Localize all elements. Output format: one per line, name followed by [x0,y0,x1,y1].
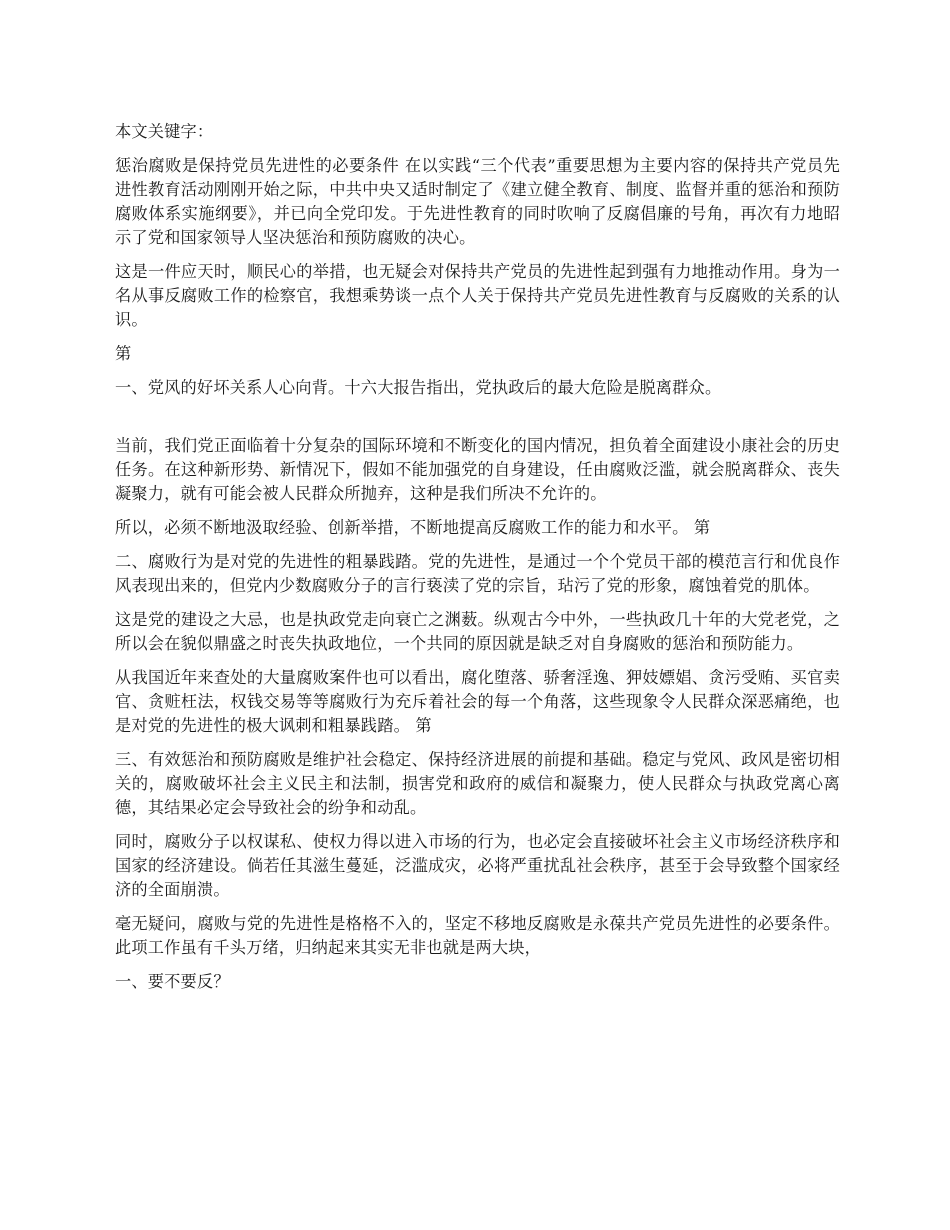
paragraph: 所以，必须不断地汲取经验、创新举措，不断地提高反腐败工作的能力和水平。 第 [115,518,711,537]
paragraph: 同时，腐败分子以权谋私、使权力得以进入市场的行为，也必定会直接破坏社会主义市场经济秩序和国家的经济建设。倘若任其滋生蔓延，泛滥成灾，必将严重扰乱社会秩序，甚至于会导致整个国家经济的全面崩溃。 [115,832,840,899]
paragraph: 这是一件应天时，顺民心的举措，也无疑会对保持共产党员的先进性起到强有力地推动作用。身为一名从事反腐败工作的检察官，我想乘势谈一点个人关于保持共产党员先进性教育与反腐败的关系的认识。 [115,262,840,329]
keywords-label: 本文关键字： [115,122,214,141]
paragraph: 第 [115,344,132,363]
paragraph: 这是党的建设之大忌，也是执政党走向衰亡之渊薮。纵观古今中外，一些执政几十年的大党老党，之所以会在貌似鼎盛之时丧失执政地位，一个共同的原因就是缺乏对自身腐败的惩治和预防能力。 [115,610,840,653]
paragraph: 惩治腐败是保持党员先进性的必要条件 在以实践“三个代表”重要思想为主要内容的保持共产党员先进性教育活动刚刚开始之际，中共中央又适时制定了《建立健全教育、制度、监督并重的惩治和预防腐败体系实施纲要》，并已向全党印发。于先进性教育的同时吹响了反腐倡廉的号角，再次有力地昭示了党和国家领导人坚决惩治和预防腐败的决心。 [115,156,840,247]
blank-line [115,410,840,434]
paragraph: 从我国近年来查处的大量腐败案件也可以看出，腐化堕落、骄奢淫逸、狎妓嫖娼、贪污受贿、买官卖官、贪赃枉法，权钱交易等等腐败行为充斥着社会的每一个角落，这些现象令人民群众深恶痛绝，也是对党的先进性的极大讽刺和粗暴践踏。 第 [115,668,840,735]
document-body [115,120,840,1004]
paragraph: 当前，我们党正面临着十分复杂的国际环境和不断变化的国内情况，担负着全面建设小康社会的历史任务。在这种新形势、新情况下，假如不能加强党的自身建设，任由腐败泛滥，就会脱离群众、丧失凝聚力，就有可能会被人民群众所抛弃，这种是我们所决不允许的。 [115,436,840,503]
paragraph: 三、有效惩治和预防腐败是维护社会稳定、保持经济进展的前提和基础。稳定与党风、政风是密切相关的，腐败破坏社会主义民主和法制，损害党和政府的威信和凝聚力，使人民群众与执政党离心离德，其结果必定会导致社会的纷争和动乱。 [115,750,840,817]
paragraph: 毫无疑问，腐败与党的先进性是格格不入的，坚定不移地反腐败是永葆共产党员先进性的必要条件。此项工作虽有千头万绪，归纳起来其实无非也就是两大块， [115,914,840,957]
paragraph: 二、腐败行为是对党的先进性的粗暴践踏。党的先进性，是通过一个个党员干部的模范言行和优良作风表现出来的，但党内少数腐败分子的言行亵渎了党的宗旨，玷污了党的形象，腐蚀着党的肌体。 [115,552,840,595]
paragraph: 一、要不要反？ [115,972,230,991]
paragraph: 一、党风的好坏关系人心向背。十六大报告指出，党执政后的最大危险是脱离群众。 [115,378,722,397]
